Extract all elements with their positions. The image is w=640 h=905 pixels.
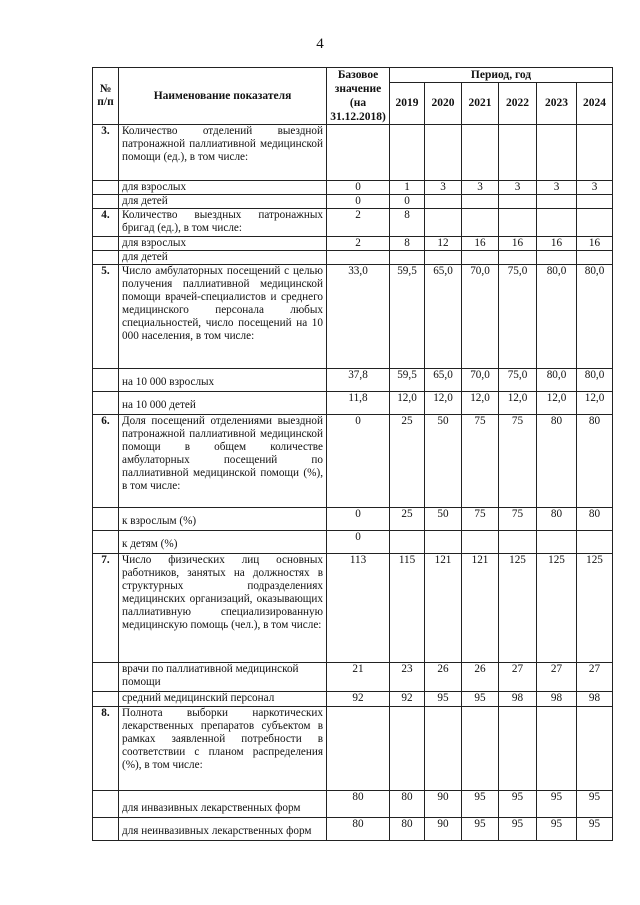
indicator-name: Количество отделений выездной патронажной паллиативной медицинской помощи (ед.), в том числе: xyxy=(119,125,327,181)
table-row xyxy=(93,554,613,663)
year-value xyxy=(499,707,537,791)
header-period: Период, год xyxy=(390,68,613,83)
indicator-name: для детей xyxy=(119,195,327,209)
year-value: 95 xyxy=(462,791,499,818)
year-value: 75 xyxy=(499,508,537,531)
year-value: 3 xyxy=(577,181,613,195)
table-row xyxy=(93,415,613,508)
header-year: 2019 xyxy=(390,83,425,125)
year-value xyxy=(425,195,462,209)
indicator-name: средний медицинский персонал xyxy=(119,692,327,707)
base-value xyxy=(327,125,390,181)
table-row xyxy=(93,531,613,554)
year-value: 80 xyxy=(390,818,425,841)
year-value: 12 xyxy=(425,237,462,251)
base-value: 80 xyxy=(327,791,390,818)
year-value: 50 xyxy=(425,508,462,531)
year-value: 8 xyxy=(390,237,425,251)
year-value: 27 xyxy=(577,663,613,692)
indicator-name: Число физических лиц основных работников, занятых на должностях в структурных подразделениях медицинских организаций, оказывающих паллиативную специализированную медицинскую помощь (чел.), в том числе: xyxy=(119,554,327,663)
row-number: 4. xyxy=(93,209,119,237)
header-num: № п/п xyxy=(93,68,119,125)
year-value xyxy=(425,125,462,181)
table-row xyxy=(93,125,613,181)
base-value: 0 xyxy=(327,181,390,195)
year-value: 16 xyxy=(499,237,537,251)
year-value: 0 xyxy=(390,195,425,209)
year-value: 70,0 xyxy=(462,265,499,369)
table-row xyxy=(93,707,613,791)
row-number xyxy=(93,392,119,415)
year-value xyxy=(537,251,577,265)
base-value xyxy=(327,707,390,791)
indicator-name: на 10 000 детей xyxy=(119,392,327,415)
year-value xyxy=(462,195,499,209)
year-value xyxy=(425,209,462,237)
year-value: 95 xyxy=(537,818,577,841)
page-number: 4 xyxy=(316,36,324,52)
base-value: 11,8 xyxy=(327,392,390,415)
base-value: 92 xyxy=(327,692,390,707)
header-year: 2021 xyxy=(462,83,499,125)
table-row xyxy=(93,181,613,195)
year-value xyxy=(390,251,425,265)
year-value xyxy=(537,209,577,237)
year-value: 80 xyxy=(537,415,577,508)
year-value xyxy=(499,125,537,181)
base-value: 0 xyxy=(327,508,390,531)
year-value: 75 xyxy=(462,508,499,531)
year-value: 65,0 xyxy=(425,369,462,392)
year-value: 75,0 xyxy=(499,369,537,392)
year-value: 80 xyxy=(577,508,613,531)
base-value: 2 xyxy=(327,237,390,251)
row-number xyxy=(93,663,119,692)
header-year: 2020 xyxy=(425,83,462,125)
year-value xyxy=(462,531,499,554)
row-number: 3. xyxy=(93,125,119,181)
year-value: 80,0 xyxy=(537,369,577,392)
year-value xyxy=(577,209,613,237)
row-number: 5. xyxy=(93,265,119,369)
indicator-name: Количество выездных патронажных бригад (ед.), в том числе: xyxy=(119,209,327,237)
row-number xyxy=(93,791,119,818)
row-number xyxy=(93,237,119,251)
year-value xyxy=(499,251,537,265)
year-value xyxy=(537,125,577,181)
year-value xyxy=(577,707,613,791)
year-value: 26 xyxy=(462,663,499,692)
row-number xyxy=(93,692,119,707)
year-value: 125 xyxy=(499,554,537,663)
year-value: 59,5 xyxy=(390,369,425,392)
year-value xyxy=(499,531,537,554)
year-value: 115 xyxy=(390,554,425,663)
row-number: 7. xyxy=(93,554,119,663)
base-value: 113 xyxy=(327,554,390,663)
table-row xyxy=(93,195,613,209)
header-name: Наименование показателя xyxy=(119,68,327,125)
year-value xyxy=(462,209,499,237)
year-value: 95 xyxy=(425,692,462,707)
table-row xyxy=(93,265,613,369)
year-value: 12,0 xyxy=(577,392,613,415)
table-row xyxy=(93,692,613,707)
year-value xyxy=(499,195,537,209)
base-value: 0 xyxy=(327,415,390,508)
indicator-name: Доля посещений отделениями выездной патронажной паллиативной медицинской помощи в общем количестве амбулаторных посещений по паллиативной медицинской помощи (%), в том числе: xyxy=(119,415,327,508)
base-value: 21 xyxy=(327,663,390,692)
year-value: 27 xyxy=(537,663,577,692)
indicator-name: врачи по паллиативной медицинской помощи xyxy=(119,663,327,692)
year-value: 75 xyxy=(462,415,499,508)
year-value xyxy=(537,195,577,209)
year-value: 90 xyxy=(425,818,462,841)
row-number xyxy=(93,251,119,265)
table-row xyxy=(93,237,613,251)
year-value: 80 xyxy=(537,508,577,531)
year-value: 12,0 xyxy=(537,392,577,415)
year-value: 16 xyxy=(462,237,499,251)
table-row xyxy=(93,209,613,237)
year-value: 80 xyxy=(390,791,425,818)
indicator-name: на 10 000 взрослых xyxy=(119,369,327,392)
base-value: 0 xyxy=(327,195,390,209)
year-value: 25 xyxy=(390,415,425,508)
base-value xyxy=(327,251,390,265)
indicator-name: Число амбулаторных посещений с целью получения паллиативной медицинской помощи врачей-специалистов и среднего медицинского персонала любых специальностей, число посещений на 10 000 населения, в том числе: xyxy=(119,265,327,369)
year-value: 16 xyxy=(537,237,577,251)
year-value: 98 xyxy=(499,692,537,707)
base-value: 0 xyxy=(327,531,390,554)
year-value: 80,0 xyxy=(577,369,613,392)
year-value: 92 xyxy=(390,692,425,707)
year-value: 95 xyxy=(537,791,577,818)
indicator-name: для взрослых xyxy=(119,237,327,251)
year-value xyxy=(577,125,613,181)
year-value: 1 xyxy=(390,181,425,195)
table-row xyxy=(93,791,613,818)
indicator-name: для инвазивных лекарственных форм xyxy=(119,791,327,818)
year-value xyxy=(577,195,613,209)
base-value: 33,0 xyxy=(327,265,390,369)
base-value: 37,8 xyxy=(327,369,390,392)
table-row xyxy=(93,369,613,392)
year-value: 80,0 xyxy=(577,265,613,369)
header-year: 2024 xyxy=(577,83,613,125)
year-value: 90 xyxy=(425,791,462,818)
year-value: 12,0 xyxy=(462,392,499,415)
table-row xyxy=(93,392,613,415)
year-value: 121 xyxy=(425,554,462,663)
year-value xyxy=(425,251,462,265)
year-value: 16 xyxy=(577,237,613,251)
year-value: 80,0 xyxy=(537,265,577,369)
year-value xyxy=(390,531,425,554)
year-value xyxy=(390,707,425,791)
row-number xyxy=(93,181,119,195)
indicator-name: для неинвазивных лекарственных форм xyxy=(119,818,327,841)
header-year: 2023 xyxy=(537,83,577,125)
table-row xyxy=(93,251,613,265)
year-value: 98 xyxy=(577,692,613,707)
year-value: 65,0 xyxy=(425,265,462,369)
year-value: 59,5 xyxy=(390,265,425,369)
year-value: 95 xyxy=(499,818,537,841)
base-value: 80 xyxy=(327,818,390,841)
year-value xyxy=(537,531,577,554)
year-value: 125 xyxy=(577,554,613,663)
table-row xyxy=(93,508,613,531)
table-row xyxy=(93,663,613,692)
row-number xyxy=(93,531,119,554)
year-value xyxy=(462,125,499,181)
indicator-name: Полнота выборки наркотических лекарственных препаратов субъектом в рамках заявленной потребности в соответствии с планом распределения (%), в том числе: xyxy=(119,707,327,791)
row-number xyxy=(93,508,119,531)
year-value xyxy=(390,125,425,181)
base-value: 2 xyxy=(327,209,390,237)
row-number xyxy=(93,818,119,841)
year-value: 12,0 xyxy=(425,392,462,415)
year-value xyxy=(577,251,613,265)
indicator-name: для детей xyxy=(119,251,327,265)
table-row xyxy=(93,818,613,841)
year-value: 125 xyxy=(537,554,577,663)
year-value: 95 xyxy=(577,791,613,818)
year-value: 98 xyxy=(537,692,577,707)
year-value xyxy=(577,531,613,554)
year-value: 26 xyxy=(425,663,462,692)
year-value xyxy=(537,707,577,791)
year-value: 75,0 xyxy=(499,265,537,369)
year-value: 50 xyxy=(425,415,462,508)
year-value xyxy=(425,707,462,791)
year-value: 70,0 xyxy=(462,369,499,392)
year-value: 80 xyxy=(577,415,613,508)
row-number: 6. xyxy=(93,415,119,508)
year-value: 75 xyxy=(499,415,537,508)
year-value: 3 xyxy=(462,181,499,195)
year-value xyxy=(499,209,537,237)
year-value xyxy=(425,531,462,554)
year-value: 3 xyxy=(537,181,577,195)
indicator-name: к взрослым (%) xyxy=(119,508,327,531)
year-value: 3 xyxy=(425,181,462,195)
header-base: Базовое значение (на 31.12.2018) xyxy=(327,68,390,125)
year-value: 95 xyxy=(462,692,499,707)
row-number xyxy=(93,369,119,392)
row-number: 8. xyxy=(93,707,119,791)
year-value: 121 xyxy=(462,554,499,663)
header-year: 2022 xyxy=(499,83,537,125)
year-value xyxy=(462,707,499,791)
indicator-name: к детям (%) xyxy=(119,531,327,554)
year-value: 8 xyxy=(390,209,425,237)
year-value: 25 xyxy=(390,508,425,531)
row-number xyxy=(93,195,119,209)
indicator-name: для взрослых xyxy=(119,181,327,195)
year-value: 95 xyxy=(577,818,613,841)
year-value: 12,0 xyxy=(390,392,425,415)
year-value: 27 xyxy=(499,663,537,692)
indicators-table xyxy=(92,67,613,841)
year-value: 12,0 xyxy=(499,392,537,415)
year-value: 3 xyxy=(499,181,537,195)
year-value: 95 xyxy=(462,818,499,841)
year-value: 95 xyxy=(499,791,537,818)
year-value: 23 xyxy=(390,663,425,692)
year-value xyxy=(462,251,499,265)
